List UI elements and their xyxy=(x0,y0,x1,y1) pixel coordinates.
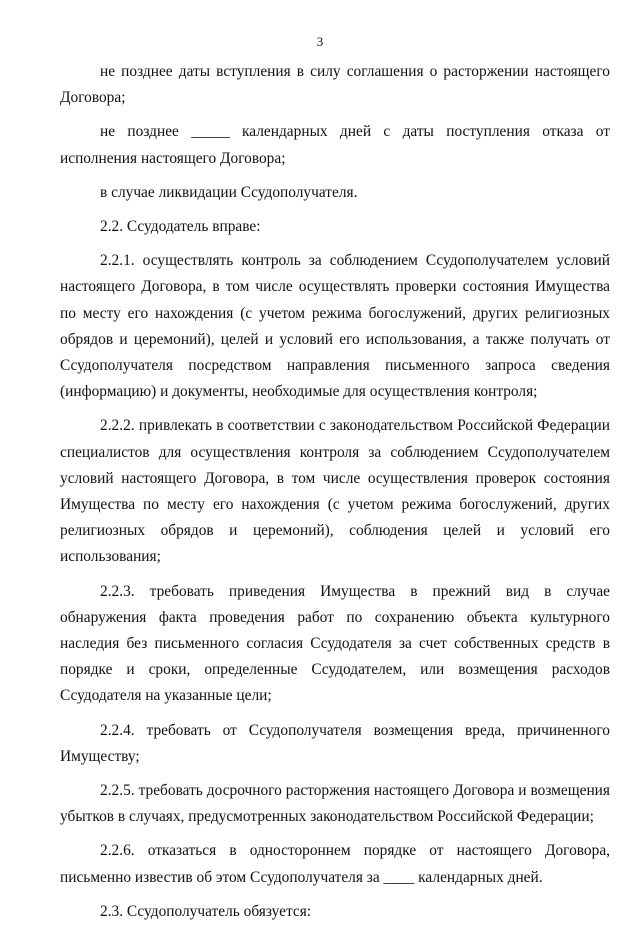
document-body xyxy=(60,59,610,925)
paragraph-liquidation: в случае ликвидации Ссудополучателя. xyxy=(100,183,358,201)
clause-2-2-2: 2.2.2. привлекать в соответствии с законодательством Российской Федерации специалистов для осуществления контроля за соблюдением Ссудополучателем условий настоящего Договора, в том числе осуществления проверок состояния Имущества по месту его нахождения (с учетом режима богослужений, других религиозных обрядов и церемоний), соблюдения целей и условий его использования; xyxy=(60,417,610,566)
clause-2-2-5: 2.2.5. требовать досрочного расторжения настоящего Договора и возмещения убытков в случаях, предусмотренных законодательством Российской Федерации; xyxy=(60,782,610,826)
page-number: 3 xyxy=(316,34,324,49)
clause-2-2-3: 2.2.3. требовать приведения Имущества в прежний вид в случае обнаружения факта проведения работ по сохранению объекта культурного наследия без письменного согласия Ссудодателя за счет собственных средств в порядке и сроки, определенные Ссудодателем, или возмещения расходов Ссудодателя на указанные цели; xyxy=(60,582,610,705)
clause-2-2-6: 2.2.6. отказаться в одностороннем порядке от настоящего Договора, письменно известив об этом Ссудополучателя за ____ календарных дней. xyxy=(60,842,610,886)
paragraph-deadline-termination: не позднее даты вступления в силу соглашения о расторжении настоящего Договора; xyxy=(60,63,610,107)
paragraph-deadline-refusal: не позднее _____ календарных дней с даты поступления отказа от исполнения настоящего Договора; xyxy=(60,123,610,167)
clause-2-2-4: 2.2.4. требовать от Ссудополучателя возмещения вреда, причиненного Имуществу; xyxy=(60,721,610,765)
section-heading-2-3: 2.3. Ссудополучатель обязуется: xyxy=(100,902,312,920)
section-heading-2-2: 2.2. Ссудодатель вправе: xyxy=(100,218,261,236)
clause-2-2-1: 2.2.1. осуществлять контроль за соблюдением Ссудополучателем условий настоящего Договора, в том числе осуществлять проверки состояния Имущества по месту его нахождения (с учетом режима богослужений, других религиозных обрядов и церемоний), целей и условий его использования, а также получать от Ссудополучателя посредством направления письменного запроса сведения (информацию) и документы, необходимые для осуществления контроля; xyxy=(60,252,610,401)
